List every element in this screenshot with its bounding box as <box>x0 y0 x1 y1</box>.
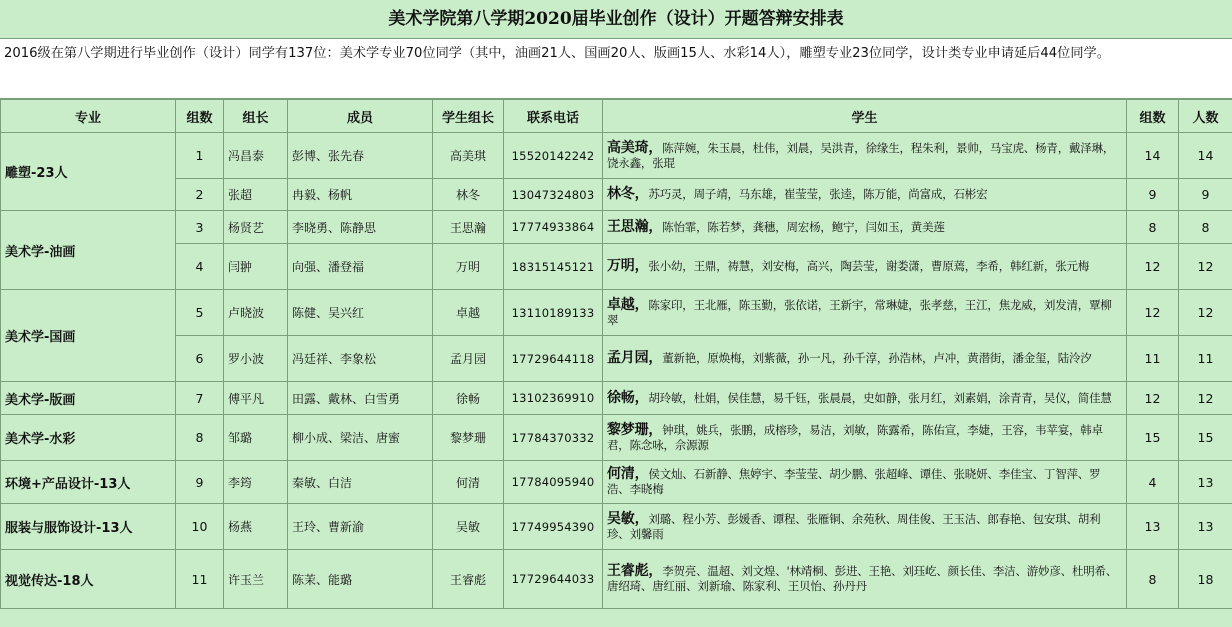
students-cell <box>603 382 1127 415</box>
group-count-cell: 12 <box>1127 382 1179 415</box>
major-cell: 环境+产品设计-13人 <box>1 461 176 504</box>
members-cell: 陈健、吴兴红 <box>288 290 433 336</box>
students-cell <box>603 179 1127 211</box>
people-count-cell: 13 <box>1179 461 1232 504</box>
student-leader-cell: 卓越 <box>433 290 504 336</box>
header-group-no: 组数 <box>176 100 224 133</box>
table-row <box>1 461 1232 504</box>
leader-cell: 李筠 <box>224 461 288 504</box>
group-no-cell: 8 <box>176 415 224 461</box>
student-list: 陈家印，王北雁，陈玉勤，张依诺，王新宇，常琳婕，张孝慈，王江，焦龙威，刘发清，覃柳翠 <box>607 297 1112 327</box>
students-cell <box>603 504 1127 550</box>
student-leader-cell: 何清 <box>433 461 504 504</box>
student-leader-cell: 孟月园 <box>433 336 504 382</box>
leader-cell: 卢晓波 <box>224 290 288 336</box>
student-list: 张小幼，王鼎，祷慧，刘安梅，高兴，陶芸莹，谢娄潇，曹原蔫，李希，韩红新，张元梅 <box>648 259 1090 273</box>
table-row <box>1 550 1232 609</box>
header-leader: 组长 <box>224 100 288 133</box>
lead-student: 吴敏， <box>607 510 649 527</box>
leader-cell: 杨贤艺 <box>224 211 288 244</box>
people-count-cell: 14 <box>1179 133 1232 179</box>
group-count-cell: 8 <box>1127 550 1179 609</box>
members-cell: 冉毅、杨帆 <box>288 179 433 211</box>
people-count-cell: 12 <box>1179 382 1232 415</box>
lead-student: 万明， <box>607 258 649 274</box>
student-leader-cell: 王思瀚 <box>433 211 504 244</box>
lead-student: 王思瀚， <box>607 218 663 235</box>
table-row <box>1 415 1232 461</box>
members-cell: 彭博、张先春 <box>288 133 433 179</box>
student-list: 陈萍婉，朱玉晨，杜伟，刘晨，吴洪青，徐缘生，程朱利，景帅，马宝虎、杨青，戴泽琳，饶永鑫，张琨 <box>607 140 1115 170</box>
phone-cell: 13102369910 <box>504 382 603 415</box>
students-cell <box>603 336 1127 382</box>
leader-cell: 邹璐 <box>224 415 288 461</box>
leader-cell: 杨燕 <box>224 504 288 550</box>
header-students: 学生 <box>603 100 1127 133</box>
phone-cell: 17749954390 <box>504 504 603 550</box>
student-leader-cell: 高美琪 <box>433 133 504 179</box>
major-cell: 视觉传达-18人 <box>1 550 176 609</box>
lead-student: 黎梦珊， <box>607 421 663 438</box>
people-count-cell: 8 <box>1179 211 1232 244</box>
header-row <box>1 100 1232 133</box>
people-count-cell: 9 <box>1179 179 1232 211</box>
phone-cell: 17774933864 <box>504 211 603 244</box>
members-cell: 冯廷祥、李象松 <box>288 336 433 382</box>
table-row <box>1 290 1232 336</box>
header-major: 专业 <box>1 100 176 133</box>
phone-cell: 17729644118 <box>504 336 603 382</box>
group-no-cell: 11 <box>176 550 224 609</box>
leader-cell: 傅平凡 <box>224 382 288 415</box>
students-cell <box>603 415 1127 461</box>
leader-cell: 许玉兰 <box>224 550 288 609</box>
schedule-table <box>0 99 1232 609</box>
group-no-cell: 5 <box>176 290 224 336</box>
lead-student: 何清， <box>607 466 649 482</box>
student-list: 刘璐、程小芳、彭媛香、谭程、张雁铜、余苑秋、周佳俊、王玉洁、郎春艳、包安琪、胡利珍、刘馨雨 <box>607 511 1101 541</box>
group-count-cell: 8 <box>1127 211 1179 244</box>
student-leader-cell: 吴敏 <box>433 504 504 550</box>
phone-cell: 13110189133 <box>504 290 603 336</box>
header-members: 成员 <box>288 100 433 133</box>
members-cell: 王玲、曹新渝 <box>288 504 433 550</box>
lead-student: 徐畅， <box>607 389 649 406</box>
major-cell: 雕塑-23人 <box>1 133 176 211</box>
group-count-cell: 12 <box>1127 244 1179 290</box>
members-cell: 李晓勇、陈静思 <box>288 211 433 244</box>
phone-cell: 18315145121 <box>504 244 603 290</box>
group-no-cell: 9 <box>176 461 224 504</box>
group-count-cell: 9 <box>1127 179 1179 211</box>
phone-cell: 13047324803 <box>504 179 603 211</box>
page-title: 美术学院第八学期2020届毕业创作（设计）开题答辩安排表 <box>0 0 1232 39</box>
lead-student: 王睿彪， <box>607 563 663 579</box>
table-row <box>1 382 1232 415</box>
students-cell <box>603 550 1127 609</box>
students-cell <box>603 290 1127 336</box>
lead-student: 孟月园， <box>607 350 663 366</box>
table-row <box>1 244 1232 290</box>
leader-cell: 闫翀 <box>224 244 288 290</box>
group-count-cell: 4 <box>1127 461 1179 504</box>
student-list: 苏巧灵，周子靖，马东雄，崔莹莹，张逵，陈万能，尚富成，石彬宏 <box>648 187 988 201</box>
major-cell: 美术学-水彩 <box>1 415 176 461</box>
student-list: 侯文灿、石新静、焦婷宇、李莹莹、胡少鹏、张超峰、谭佳、张晓妍、李佳宝、丁智萍、罗浩、李晓梅 <box>607 467 1101 496</box>
student-list: 钟琪，姚兵，张鹏，成榕珍，易洁，刘敏，陈露希，陈佑宣，李婕，王容，韦苹宴，韩卓君，陈念咏，佘源源 <box>607 422 1103 452</box>
table-row <box>1 179 1232 211</box>
phone-cell: 17729644033 <box>504 550 603 609</box>
students-cell <box>603 133 1127 179</box>
leader-cell: 罗小波 <box>224 336 288 382</box>
group-no-cell: 1 <box>176 133 224 179</box>
student-leader-cell: 林冬 <box>433 179 504 211</box>
students-cell <box>603 211 1127 244</box>
table-body <box>1 133 1232 609</box>
people-count-cell: 13 <box>1179 504 1232 550</box>
group-count-cell: 11 <box>1127 336 1179 382</box>
student-list: 陈怡霏，陈若梦，龚穗，周宏杨，鲍宁，闫如玉，黄美莲 <box>662 219 945 234</box>
phone-cell: 15520142242 <box>504 133 603 179</box>
student-list: 胡玲敏，杜娟，侯佳慧，易千钰，张晨晨，史如静，张月红，刘素娟，涂青青，吴仪，简佳慧 <box>648 390 1112 405</box>
student-leader-cell: 徐畅 <box>433 382 504 415</box>
leader-cell: 冯昌泰 <box>224 133 288 179</box>
table-row <box>1 504 1232 550</box>
members-cell: 向强、潘登福 <box>288 244 433 290</box>
header-phone: 联系电话 <box>504 100 603 133</box>
people-count-cell: 12 <box>1179 290 1232 336</box>
people-count-cell: 11 <box>1179 336 1232 382</box>
people-count-cell: 15 <box>1179 415 1232 461</box>
group-count-cell: 14 <box>1127 133 1179 179</box>
student-leader-cell: 黎梦珊 <box>433 415 504 461</box>
group-count-cell: 12 <box>1127 290 1179 336</box>
members-cell: 田露、戴林、白雪勇 <box>288 382 433 415</box>
group-count-cell: 13 <box>1127 504 1179 550</box>
people-count-cell: 12 <box>1179 244 1232 290</box>
header-student-leader: 学生组长 <box>433 100 504 133</box>
header-group-count: 组数 <box>1127 100 1179 133</box>
major-cell: 美术学-版画 <box>1 382 176 415</box>
intro-text: 2016级在第八学期进行毕业创作（设计）同学有137位：美术学专业70位同学（其中，油画21人、国画20人、版画15人、水彩14人），雕塑专业23位同学，设计类专业申请延后44位同学。 <box>0 39 1232 99</box>
table-row <box>1 211 1232 244</box>
student-list: 李贺亮、温超、刘文煌、'林靖桐、彭进、王艳、刘珏屹、颜长佳、李洁、游妙彦、杜明希、唐绍琦、唐红丽、刘新瑜、陈家利、王贝怡、孙丹丹 <box>607 564 1118 593</box>
group-no-cell: 10 <box>176 504 224 550</box>
members-cell: 柳小成、梁洁、唐蜜 <box>288 415 433 461</box>
leader-cell: 张超 <box>224 179 288 211</box>
people-count-cell: 18 <box>1179 550 1232 609</box>
major-cell: 美术学-国画 <box>1 290 176 382</box>
header-people-count: 人数 <box>1179 100 1232 133</box>
phone-cell: 17784095940 <box>504 461 603 504</box>
student-leader-cell: 万明 <box>433 244 504 290</box>
group-no-cell: 7 <box>176 382 224 415</box>
major-cell: 美术学-油画 <box>1 211 176 290</box>
student-list: 董新艳，原焕梅，刘紫薇，孙一凡，孙千淳，孙浩林，卢冲，黄潜街，潘金玺，陆泠汐 <box>662 351 1092 365</box>
students-cell <box>603 244 1127 290</box>
members-cell: 秦敏、白洁 <box>288 461 433 504</box>
lead-student: 林冬， <box>607 186 649 202</box>
table-row <box>1 133 1232 179</box>
table-row <box>1 336 1232 382</box>
major-cell: 服装与服饰设计-13人 <box>1 504 176 550</box>
student-leader-cell: 王睿彪 <box>433 550 504 609</box>
group-no-cell: 2 <box>176 179 224 211</box>
group-no-cell: 6 <box>176 336 224 382</box>
students-cell <box>603 461 1127 504</box>
lead-student: 卓越， <box>607 296 649 313</box>
lead-student: 高美琦， <box>607 139 663 156</box>
phone-cell: 17784370332 <box>504 415 603 461</box>
group-count-cell: 15 <box>1127 415 1179 461</box>
group-no-cell: 4 <box>176 244 224 290</box>
group-no-cell: 3 <box>176 211 224 244</box>
members-cell: 陈茉、能璐 <box>288 550 433 609</box>
